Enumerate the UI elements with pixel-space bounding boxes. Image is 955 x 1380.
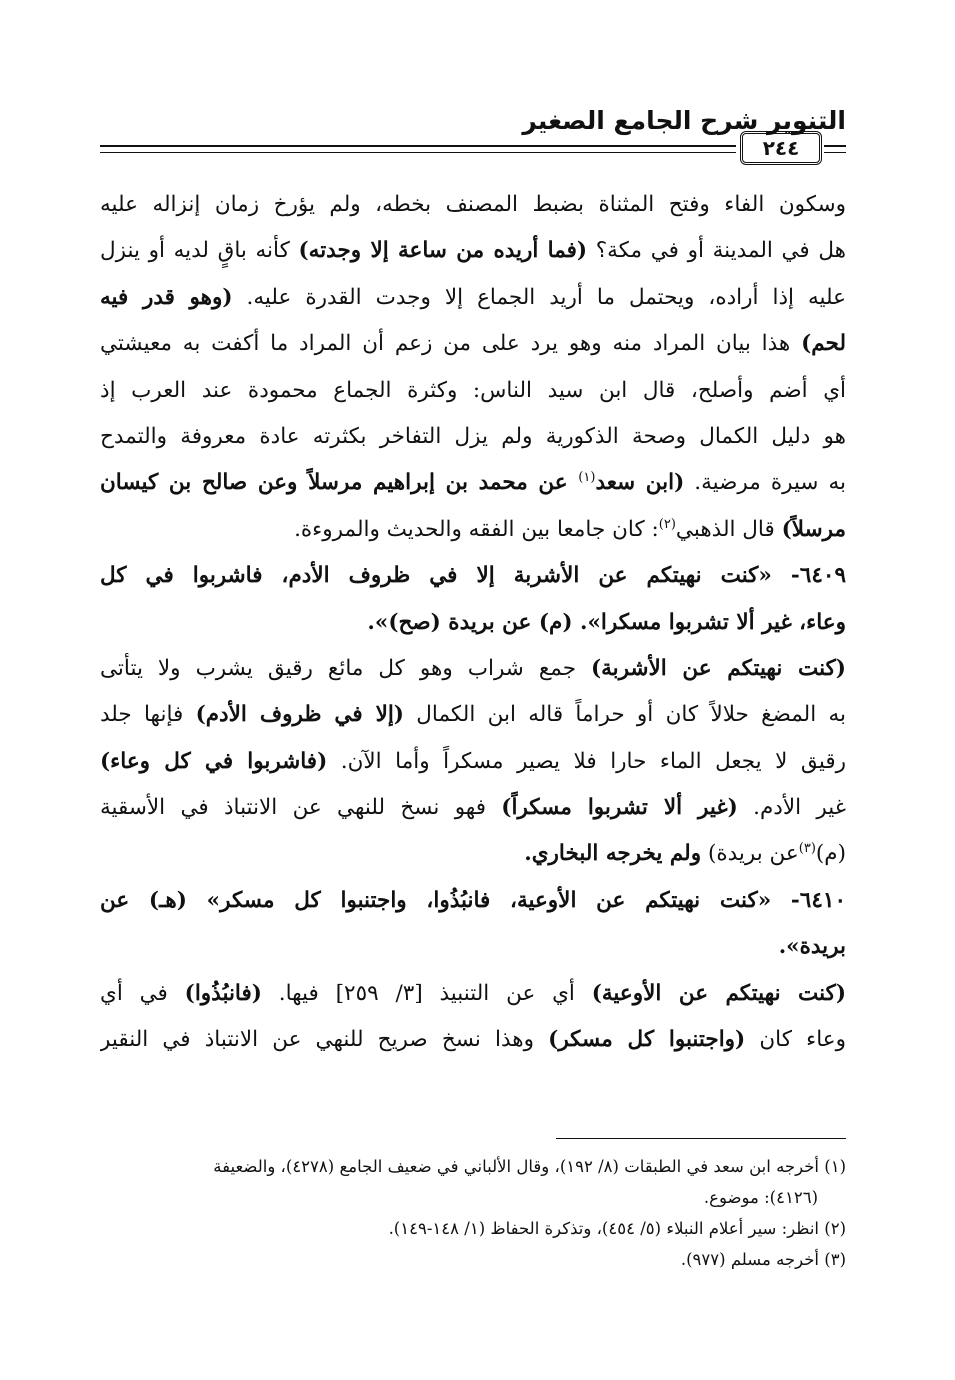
text-segment: به سيرة مرضية. [684, 470, 846, 496]
footnote-line: (٣) أخرجه مسلم (٩٧٧). [680, 1250, 846, 1269]
text-line [100, 414, 846, 460]
footnote-marker: (١) [578, 470, 596, 486]
text-segment: أي عن التنبيذ [٣/ ٢٥٩] فيها. [261, 980, 592, 1006]
text-line [100, 460, 846, 506]
text-line [100, 553, 846, 599]
text-line [100, 321, 846, 367]
text-segment: وعاء كان [745, 1027, 846, 1053]
book-page [100, 0, 846, 1380]
text-segment: كأنه باقٍ لديه أو ينزل [100, 238, 299, 264]
text-segment: عليه إذا أراده، ويحتمل ما أريد الجماع إلا وجدت القدرة عليه. [232, 284, 846, 310]
bold-text: عن محمد بن إبراهيم مرسلاً وعن صالح بن كيسان [100, 470, 579, 496]
bold-text: (كنت نهيتكم عن الأشربة) [590, 655, 846, 681]
text-segment: أي أضم وأصلح، قال ابن سيد الناس: وكثرة الجماع محمودة عند العرب إذ [100, 377, 846, 403]
footnotes [100, 1151, 846, 1275]
bold-text: (فما أريده من ساعة إلا وجدته) [298, 238, 588, 264]
text-segment: به المضغ حلالاً كان أو حراماً قاله ابن الكمال [403, 702, 846, 728]
bold-text: (وهو قدر فيه [100, 284, 233, 310]
bold-text: (كنت نهيتكم عن الأوعية) [591, 980, 846, 1006]
footnote-separator [556, 1138, 846, 1139]
text-segment: هذا بيان المراد منه وهو يرد على من زعم أن المراد ما أكفت به معيشتي [100, 331, 802, 357]
text-line [100, 228, 846, 274]
footnote-marker: (٢) [658, 516, 676, 532]
bold-text: ٦٤١٠- «كنت نهيتكم عن الأوعية، فانبُذُوا، واجتنبوا كل مسكر» (هـ) عن [100, 887, 846, 913]
page-header [100, 100, 846, 180]
text-segment: فهو نسخ للنهي عن الانتباذ في الأسقية [100, 795, 502, 821]
text-segment: قال الذهبي [675, 516, 782, 542]
text-line [100, 831, 846, 877]
text-line [100, 878, 846, 924]
bold-text: (إلا في ظروف الأدم) [195, 702, 404, 728]
bold-text: (فاشربوا في كل وعاء) [100, 748, 328, 774]
bold-text: (فانبُذُوا) [184, 980, 262, 1006]
text-segment: رقيق لا يجعل الماء حارا فلا يصير مسكراً وأما الآن. [327, 748, 846, 774]
text-segment: : كان جامعا بين الفقه والحديث والمروءة. [294, 516, 659, 542]
text-segment: هو دليل الكمال وصحة الذكورية ولم يزل التفاخر بكثرته عادة معروفة والتمدح [100, 423, 846, 449]
text-segment: جمع شراب وهو كل مائع رقيق يشرب ولا يتأتى [100, 655, 591, 681]
text-line [100, 1017, 846, 1063]
page-number: ٢٤٤ [740, 131, 822, 165]
bold-text: (ابن سعد [595, 470, 685, 496]
bold-text: ٦٤٠٩- «كنت نهيتكم عن الأشربة إلا في ظروف الأدم، فاشربوا في كل [100, 563, 846, 589]
text-segment: وهذا نسخ صريح للنهي عن الانتباذ في النقير [100, 1027, 549, 1053]
text-segment: فإنها جلد [100, 702, 196, 728]
text-line [100, 924, 846, 970]
text-line [100, 971, 846, 1017]
text-line [100, 600, 846, 646]
text-line [100, 646, 846, 692]
text-line [100, 368, 846, 414]
header-rule [100, 145, 736, 153]
bold-text: ولم يخرجه البخاري. [524, 841, 702, 867]
text-segment: في أي [100, 980, 185, 1006]
bold-text: مرسلاً) [781, 516, 846, 542]
text-segment: وسكون الفاء وفتح المثناة بضبط المصنف بخطه، ولم يؤرخ زمان إنزاله عليه [100, 192, 846, 217]
text-line [100, 785, 846, 831]
text-segment: غير الأدم. [737, 795, 846, 821]
footnote-line: (٤١٢٦): موضوع. [703, 1188, 818, 1207]
text-line [100, 507, 846, 553]
bold-text: (واجتنبوا كل مسكر) [548, 1027, 746, 1053]
bold-text: (غير ألا تشربوا مسكراً) [501, 795, 738, 821]
running-title: التنوير شرح الجامع الصغير [522, 106, 846, 135]
text-segment: هل في المدينة أو في مكة؟ [587, 238, 846, 264]
body-text [100, 182, 846, 1063]
header-rule-right [824, 145, 846, 153]
text-line [100, 739, 846, 785]
bold-text: بريدة». [778, 934, 846, 960]
footnote-line: (١) أخرجه ابن سعد في الطبقات (٨/ ١٩٢)، وقال الألباني في ضعيف الجامع (٤٢٧٨)، والضعيفة [213, 1157, 846, 1176]
text-segment: عن بريدة) [701, 841, 799, 867]
text-segment: (م) [815, 841, 846, 867]
text-line [100, 692, 846, 738]
bold-text: لحم) [801, 331, 846, 357]
text-line [100, 275, 846, 321]
text-line [100, 182, 846, 228]
footnote-line: (٢) انظر: سير أعلام النبلاء (٥/ ٤٥٤)، وتذكرة الحفاظ (١/ ١٤٨-١٤٩). [388, 1219, 846, 1238]
bold-text: وعاء، غير ألا تشربوا مسكرا». (م) عن بريدة (صح)». [367, 609, 846, 635]
footnote-marker: (٣) [798, 841, 816, 857]
